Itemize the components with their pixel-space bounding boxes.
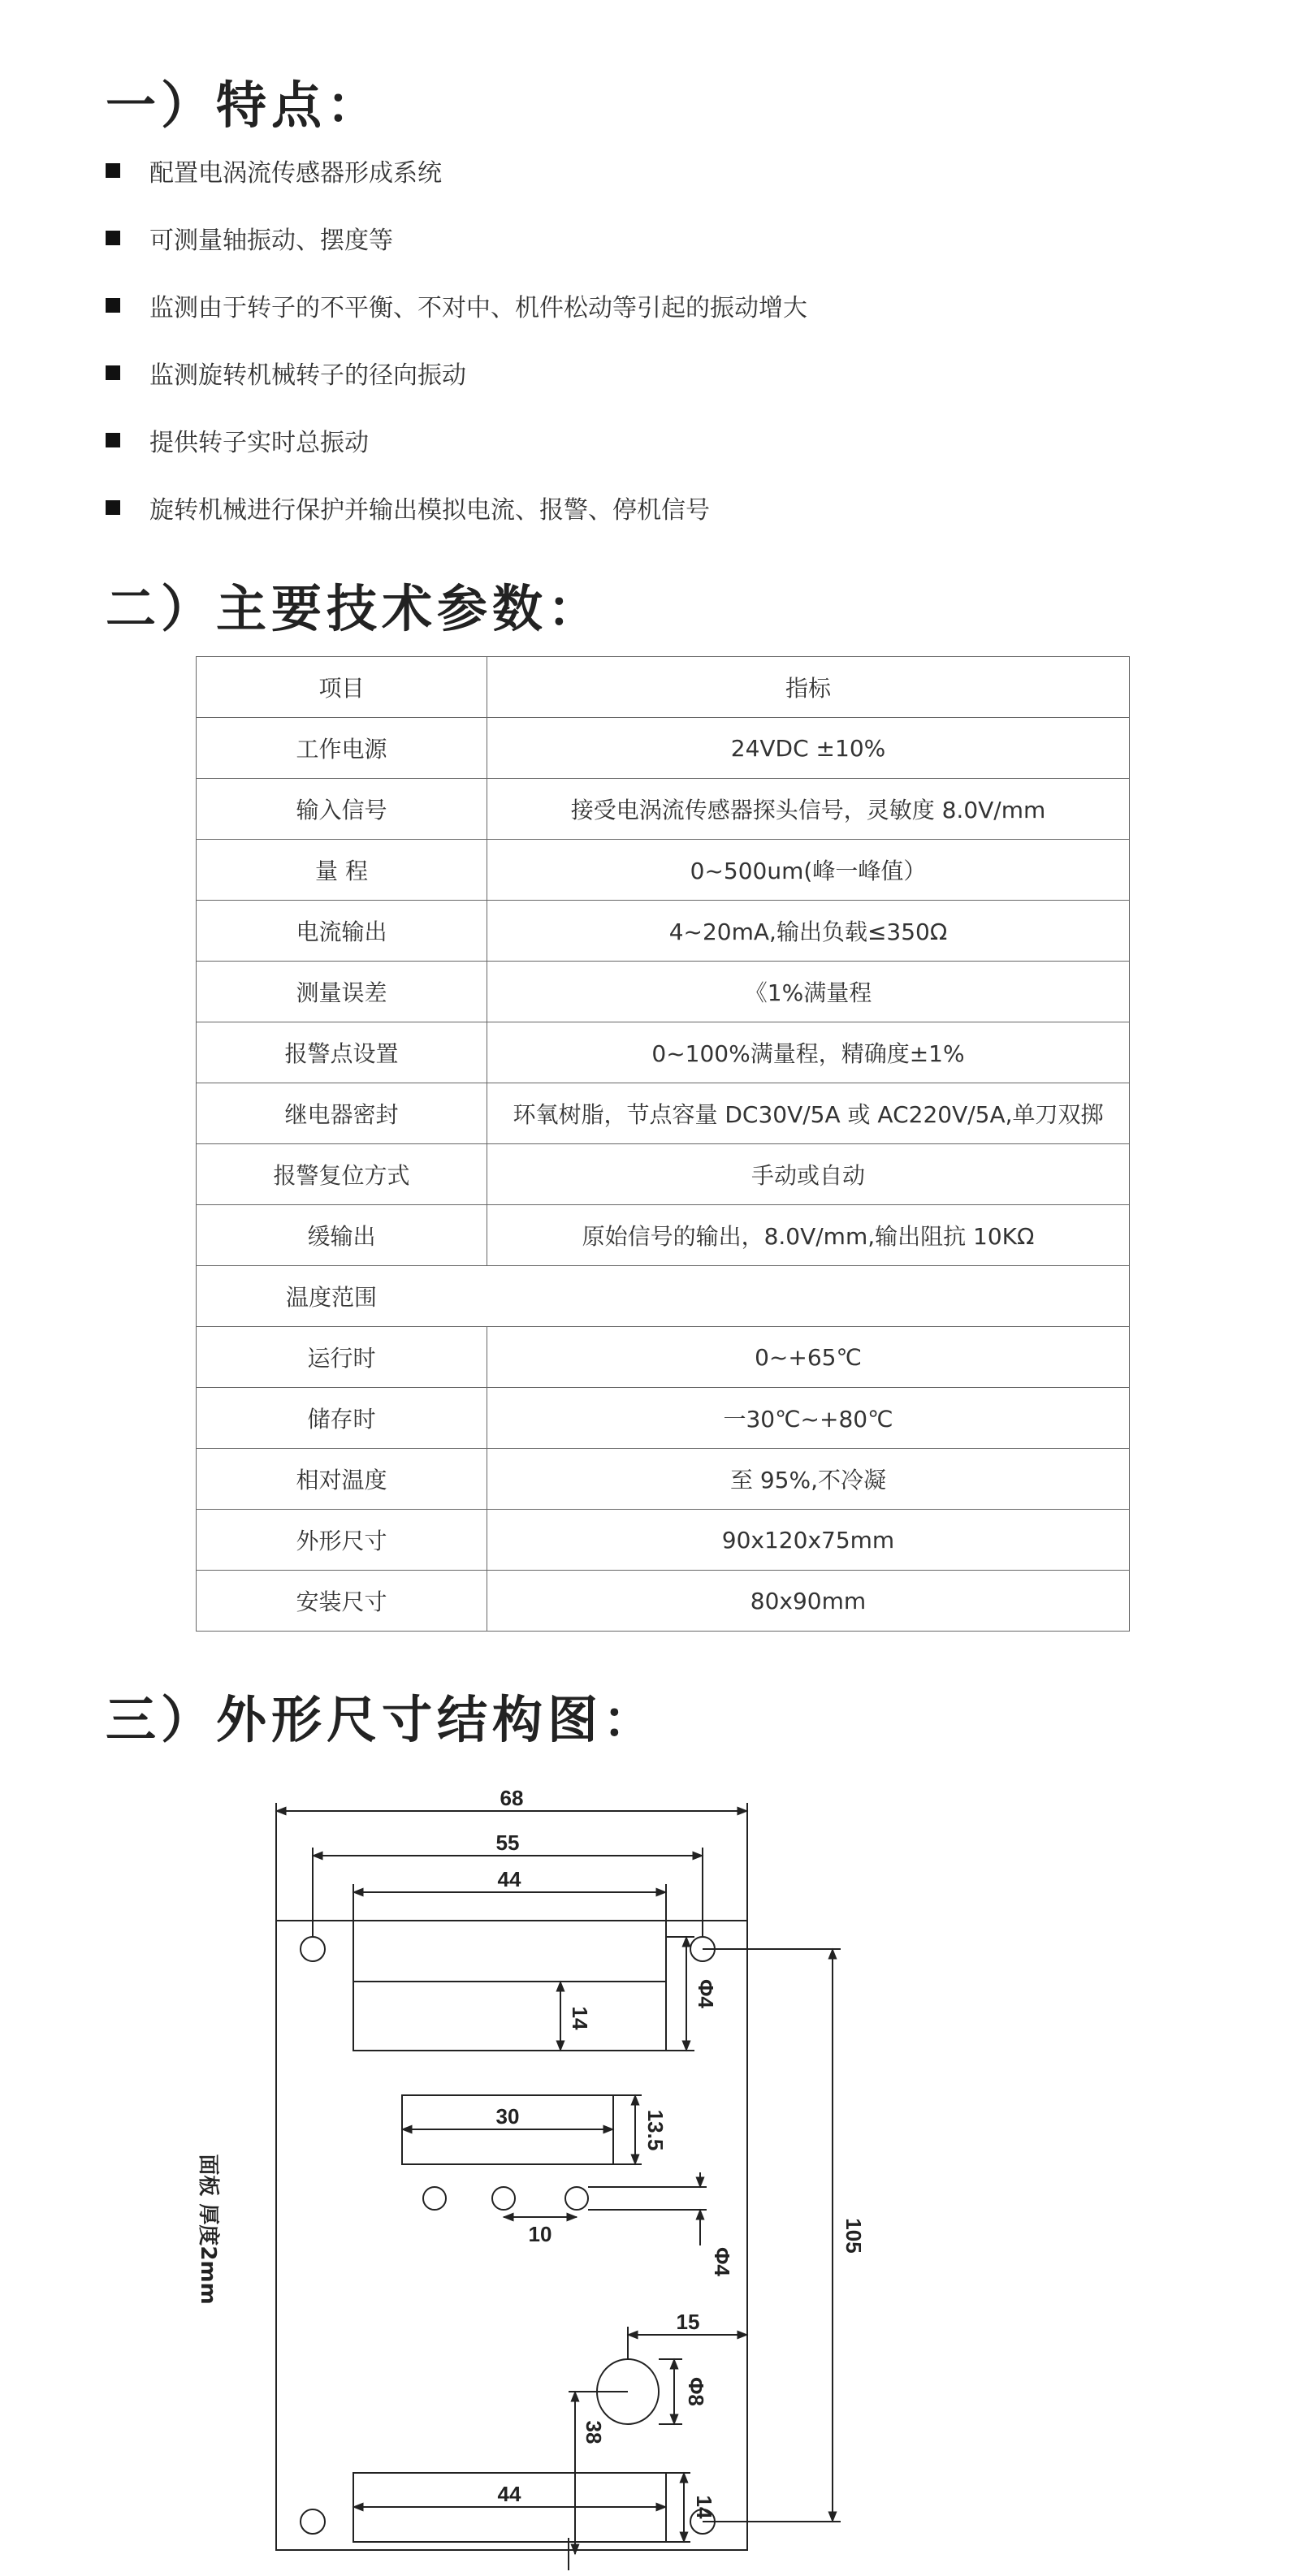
param-label: 相对温度: [197, 1449, 487, 1510]
square-bullet-icon: [106, 231, 120, 245]
table-row: [197, 1266, 1130, 1327]
parameters-table: [196, 656, 1130, 1632]
dim-connector-diameter: Φ8: [684, 2377, 708, 2406]
led-indicator: [565, 2187, 588, 2210]
feature-text: 配置电涡流传感器形成系统: [149, 158, 442, 188]
feature-text: 旋转机械进行保护并输出模拟电流、报警、停机信号: [149, 495, 710, 525]
table-row: [197, 1083, 1130, 1144]
feature-text: 提供转子实时总振动: [149, 428, 369, 457]
param-value: 手动或自动: [487, 1144, 1130, 1205]
param-value: 80x90mm: [487, 1571, 1130, 1632]
dim-display-height: 13.5: [643, 2109, 668, 2151]
dim-led-pitch: 10: [528, 2222, 552, 2246]
param-label: 继电器密封: [197, 1083, 487, 1144]
dim-display-width: 30: [495, 2104, 520, 2129]
param-value: 《1%满量程: [487, 962, 1130, 1022]
section1-title: 一）特点：: [106, 76, 383, 135]
header-value: 指标: [487, 657, 1130, 718]
list-item: [106, 204, 1161, 271]
param-value: 接受电涡流传感器探头信号，灵敏度 8.0V/mm: [487, 779, 1130, 840]
list-item: [106, 473, 1161, 541]
list-item: [106, 406, 1161, 473]
dim-bottom-height: 14: [692, 2495, 716, 2519]
feature-text: 可测量轴振动、摆度等: [149, 226, 393, 255]
param-value: 0~+65℃: [487, 1327, 1130, 1388]
dim-side: Φ4: [694, 1979, 718, 2008]
param-value: 一30℃~+80℃: [487, 1388, 1130, 1449]
dim-bottom-width: 44: [497, 2482, 521, 2506]
param-label: 报警复位方式: [197, 1144, 487, 1205]
table-row: [197, 1449, 1130, 1510]
section3-title: 三）外形尺寸结构图：: [106, 1690, 659, 1749]
param-value: 环氧树脂，节点容量 DC30V/5A 或 AC220V/5A,单刀双掷: [487, 1083, 1130, 1144]
param-label: 外形尺寸: [197, 1510, 487, 1571]
table-row: [197, 1571, 1130, 1632]
param-label: 量 程: [197, 840, 487, 901]
param-value: 0~100%满量程，精确度±1%: [487, 1022, 1130, 1083]
dim-led-diameter: Φ4: [710, 2247, 734, 2276]
table-row: [197, 1327, 1130, 1388]
section2-title: 二）主要技术参数：: [106, 579, 603, 638]
header-item: 项目: [197, 657, 487, 718]
square-bullet-icon: [106, 500, 120, 515]
led-indicator: [423, 2187, 446, 2210]
square-bullet-icon: [106, 298, 120, 313]
table-row: [197, 840, 1130, 901]
param-value: 0~500um(峰一峰值）: [487, 840, 1130, 901]
led-indicator: [492, 2187, 515, 2210]
square-bullet-icon: [106, 365, 120, 380]
dim-overall-width: 68: [500, 1786, 524, 1810]
param-label: 储存时: [197, 1388, 487, 1449]
dim-connector-height: 38: [582, 2420, 606, 2444]
param-label: 输入信号: [197, 779, 487, 840]
list-item: [106, 136, 1161, 204]
param-value: 90x120x75mm: [487, 1510, 1130, 1571]
square-bullet-icon: [106, 163, 120, 178]
panel-thickness-note: 面板 厚度2mm: [196, 2154, 220, 2305]
param-label: 电流输出: [197, 901, 487, 962]
mounting-hole: [301, 1937, 325, 1961]
dim-mount-height: 105: [841, 2218, 866, 2254]
top-window: [353, 1982, 666, 2051]
param-label: 运行时: [197, 1327, 487, 1388]
table-header-row: [197, 657, 1130, 718]
table-row: [197, 1022, 1130, 1083]
table-row: [197, 1205, 1130, 1266]
param-label: 测量误差: [197, 962, 487, 1022]
panel-outline: [276, 1921, 747, 2550]
feature-text: 监测旋转机械转子的径向振动: [149, 361, 466, 390]
table-row: [197, 1388, 1130, 1449]
param-value: 原始信号的输出，8.0V/mm,输出阻抗 10KΩ: [487, 1205, 1130, 1266]
table-row: [197, 779, 1130, 840]
param-label: 安装尺寸: [197, 1571, 487, 1632]
mounting-hole: [301, 2509, 325, 2534]
dim-window-height: 14: [568, 2006, 592, 2030]
param-label: 温度范围: [197, 1266, 1130, 1327]
dimension-drawing: [187, 1774, 918, 2570]
dim-hole-spacing: 55: [495, 1830, 520, 1855]
table-row: [197, 901, 1130, 962]
table-row: [197, 1510, 1130, 1571]
param-label: 报警点设置: [197, 1022, 487, 1083]
dim-window-width: 44: [497, 1867, 521, 1891]
dim-connector-offset: 15: [676, 2310, 700, 2334]
param-label: 工作电源: [197, 718, 487, 779]
param-label: 缓输出: [197, 1205, 487, 1266]
features-list: [106, 136, 1161, 541]
feature-text: 监测由于转子的不平衡、不对中、机件松动等引起的振动增大: [149, 293, 807, 322]
param-value: 至 95%,不冷凝: [487, 1449, 1130, 1510]
list-item: [106, 271, 1161, 339]
param-value: 24VDC ±10%: [487, 718, 1130, 779]
param-value: 4~20mA,输出负载≤350Ω: [487, 901, 1130, 962]
table-row: [197, 1144, 1130, 1205]
square-bullet-icon: [106, 433, 120, 447]
list-item: [106, 339, 1161, 406]
table-row: [197, 962, 1130, 1022]
table-row: [197, 718, 1130, 779]
